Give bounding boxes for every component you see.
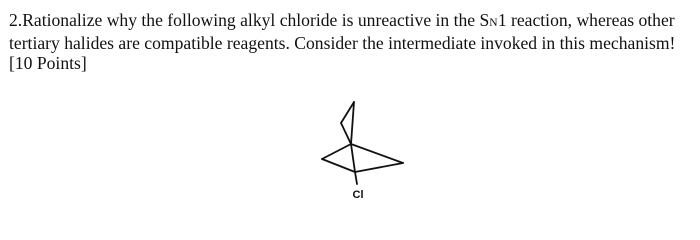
bond-left-upper — [341, 123, 351, 144]
bond-carbon-chlorine — [355, 172, 357, 184]
bond-bottom-left — [322, 159, 355, 172]
alkyl-chloride-structure — [320, 92, 416, 232]
bond-center-vertical — [351, 144, 355, 172]
question-text — [9, 10, 689, 73]
bond-left-outer — [322, 144, 351, 159]
bond-right-outer — [351, 144, 403, 163]
question-text-end: 1 reaction, whereas other tertiary halides are compatible reagents. Consider the intermediate invoked in this mechanism! [10 Points] — [9, 10, 676, 73]
bond-top-vertical — [351, 102, 354, 144]
question-text-start: 2.Rationalize why the following alkyl chloride is unreactive in the S — [9, 10, 490, 30]
sn-subscript: N — [489, 17, 498, 29]
bond-bottom-right — [355, 163, 403, 172]
chlorine-label: Cl — [352, 189, 364, 201]
bicyclic-skeleton-drawing — [320, 92, 416, 232]
